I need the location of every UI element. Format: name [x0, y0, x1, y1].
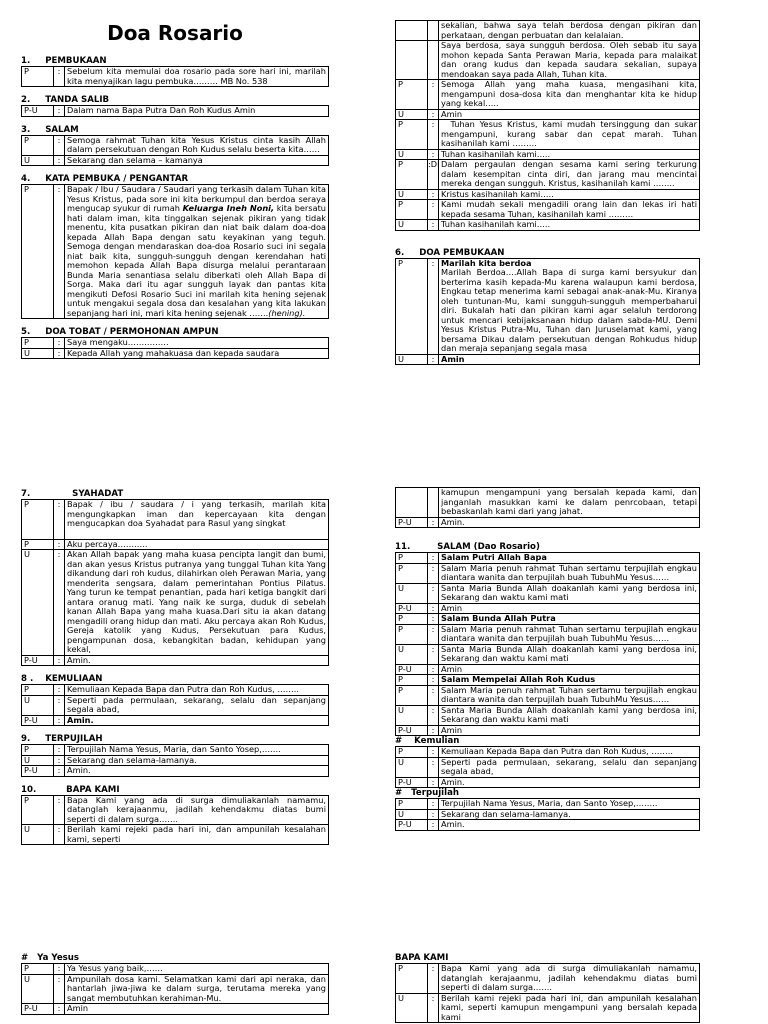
- table-row: U : Berilah kami rejeki pada hari ini, dan ampunilah kesalahan kami, seperti kamupun mengampuni yang bersalah kepada kami: [396, 993, 700, 1023]
- section-table-doa-pembukaan: [395, 258, 700, 366]
- section-heading-terpujilah-2: # Terpujilah: [395, 788, 459, 798]
- table-row: P : Terpujilah Nama Yesus, Maria, dan Santo Yosep,……..: [396, 799, 700, 810]
- table-row: P : Bapak / ibu / saudara / i yang terkasih, marilah kita mengungkapkan iman dan kepercayaan kita dengan mengucapkan doa Syahadat para Rasul yang singkat: [22, 500, 329, 540]
- table-row: P-U : Amin.: [396, 517, 700, 528]
- table-row: P : Salam Mempelai Allah Roh Kudus: [396, 675, 700, 686]
- table-row: U : Amin: [396, 109, 700, 120]
- table-row: P-U : Amin: [22, 1004, 329, 1015]
- table-row: P : Kami mudah sekali mengadili orang lain dan lekas iri hati kepada sesama Tuhan, kasihanilah kami ………: [396, 200, 700, 220]
- table-row: P : Salam Maria penuh rahmat Tuhan sertamu terpujilah engkau diantara wanita dan terpujilah buah TubuhMu Yesus……: [396, 624, 700, 644]
- section-heading-tanda-salib: 2. TANDA SALIB: [21, 95, 110, 105]
- section-heading-doa-tobat: 5. DOA TOBAT / PERMOHONAN AMPUN: [21, 327, 219, 337]
- table-row: P-U : Amin.: [22, 715, 329, 726]
- section-heading-kemuliaan: 8 . KEMULIAAN: [21, 674, 103, 684]
- table-row: U : Akan Allah bapak yang maha kuasa pencipta langit dan bumi, dan akan yesus Kristus putranya yang tunggal Tuhan kita Yang dikandung dari roh kudus, dilahirkan oleh Perawan Maria, yang menderita sengsara, dalam pemerintahan Pontius Pilatus. Yang turun ke tempat penantian, pada hari ketiga bangkit dari antara oranug mati. Yang naik ke surga, duduk di sebelah kanan Allah Bapa yang maha kuasa.Dari situ ia akan datang mengadili orang hidup dan mati. Aku percaya akan Roh Kudus, Gereja katolik yang Kudus, Persekutuan para Kudus, pengampunan dosa, kebangkitan badan, kehidupan yang kekal,: [22, 550, 329, 656]
- prayer-title: Marilah kita berdoa: [441, 257, 532, 268]
- table-row: U : Santa Maria Bunda Allah doakanlah kami yang berdosa ini, Sekarang dan waktu kami mati: [396, 644, 700, 664]
- table-row: P : Salam Bunda Allah Putra: [396, 614, 700, 625]
- document-title: Doa Rosario: [107, 21, 243, 45]
- section-table-doa-tobat-continued: [395, 20, 700, 231]
- table-row: P : Saya mengaku……………: [22, 338, 329, 349]
- prayer-text: Marilah Berdoa….Allah Bapa di surga kami bersyukur dan berterima kasih kepada-Mu karena walaupun kami berdosa, Engkau tetap menerima kami sebagai anak-anak-Mu. Kiranya oleh tuntunan-Mu, kami sungguh-sungguh memperbaharui diri. Bukalah hati dan pikiran kami agar selaluh terdorong untuk mencari kebijaksanaan hidup dalam sabda-MU. Demi Yesus Kristus Putra-Mu, Tuhan dan Juruselamat kami, yang bersama Dikau dalam persekutuan dengan Rohkudus hidup dan meraja sepanjang segala masa: [441, 267, 697, 353]
- section-table-bapa-kami: [21, 795, 329, 846]
- table-row: U : Santa Maria Bunda Allah doakanlah kami yang berdosa ini, Sekarang dan waktu kami mati: [396, 705, 700, 725]
- section-table-ya-yesus: [21, 963, 329, 1015]
- table-row: U : Tuhan kasihanilah kami…..: [396, 149, 700, 160]
- section-heading-kemulian: # Kemulian: [395, 736, 460, 746]
- section-heading-syahadat: 7. SYAHADAT: [21, 489, 124, 499]
- table-row: P : Bapak / Ibu / Saudara / Saudari yang terkasih dalam Tuhan kita Yesus Kristus, pada sore ini kita berkumpul dan berdoa seraya mengucap syukur di rumah Keluarga Ineh Noni, kita bersatu hati dalam iman, kita tinggalkan sejenak pikiran yang tidak menentu, kita pusatkan pikiran dan niat baik dalam doa-doa kepada Allah Bapa dengan satu keyakinan yang teguh. Semoga dengan mendaraskan doa-doa Rosario suci ini segala niat baik kita, sungguh-sungguh dengan kerendahan hati memohon kepada Allah Bapa disurga melalui perantaraan Bunda Maria senantiasa selalu diberkati oleh Allah Bapa di Sorga. Maka dari itu agar sungguh layak dan pantas kita mengikuti Defosi Rosario Suci ini marilah kita hening sejenak untuk mengakui segala dosa dan kesalahan yang kita lakukan sepanjang hari ini, mari kita hening sejenak …….(hening).: [22, 185, 329, 319]
- table-row: P : Bapa Kami yang ada di surga dimuliakanlah namamu, datanglah kerajaanmu, jadilah kehendakmu diatas bumi seperti di dalam surga…….: [396, 964, 700, 994]
- table-row: P : Tuhan Yesus Kristus, kami mudah tersinggung dan sukar mengampuni, kurang sabar dan cepat marah. Tuhan kasihanilah kami ………: [396, 120, 700, 150]
- table-row: U : Berilah kami rejeki pada hari ini, dan ampunilah kesalahan kami, seperti: [22, 825, 329, 845]
- section-heading-salam-rosario: 11. SALAM (Dao Rosario): [395, 542, 540, 552]
- section-table-syahadat: [21, 499, 329, 666]
- section-table-doa-tobat: [21, 337, 329, 359]
- section-table-bapa-kami-2: [395, 963, 700, 1023]
- table-row: U : Ampunilah dosa kami. Selamatkan kami dari api neraka, dan hantarlah jiwa-jiwa ke dalam surga, terutama mereka yang sangat membutuhkan kerahiman-Mu.: [22, 974, 329, 1004]
- section-heading-terpujilah: 9. TERPUJILAH: [21, 734, 103, 744]
- table-row: P : Ya Yesus yang baik,……: [22, 964, 329, 975]
- page3-left-column: [21, 953, 329, 1015]
- table-row: P : Semoga rahmat Tuhan kita Yesus Kristus cinta kasih Allah dalam persekutuan dengan Roh Kudus selalu beserta kita……: [22, 135, 329, 155]
- table-row: P-U : Dalam nama Bapa Putra Dan Roh Kudus Amin: [22, 106, 329, 117]
- table-row: P-U : Amin.: [396, 820, 700, 831]
- table-row: P : Salam Maria penuh rahmat Tuhan sertamu terpujilah engkau diantara wanita dan terpujilah buah TubuhMu Yesus……: [396, 685, 700, 705]
- section-heading-salam: 3. SALAM: [21, 124, 79, 135]
- table-row: P-U : Amin: [396, 664, 700, 675]
- section-heading-pembukaan: 1. PEMBUKAAN: [21, 56, 107, 66]
- page3-right-column: [395, 953, 700, 1023]
- table-row: P : Salam Maria penuh rahmat Tuhan sertamu terpujilah engkau diantara wanita dan terpujilah buah TubuhMu Yesus……: [396, 563, 700, 583]
- page2-left-column: [21, 489, 329, 845]
- table-row: P :Di Dalam pergaulan dengan sesama kami sering terkurung dalam kesempitan cinta diri, dan jarang mau mencintai mereka dengan sungguh. Kristus, kasihanilah kami ……..: [396, 160, 700, 190]
- section-table-kata-pembuka: [21, 184, 329, 319]
- section-heading-ya-yesus: # Ya Yesus: [21, 953, 80, 963]
- page1-left-column: [21, 20, 329, 359]
- section-table-terpujilah-2: [395, 798, 700, 831]
- table-row: sekalian, bahwa saya telah berdosa dengan pikiran dan perkataan, dengan perbuatan dan kelalaian.: [396, 21, 700, 41]
- section-table-kemuliaan: [21, 684, 329, 726]
- table-row: U : Kepada Allah yang mahakuasa dan kepada saudara: [22, 348, 329, 359]
- section-table-salam: [21, 135, 329, 167]
- table-row: P-U : Amin.: [22, 766, 329, 777]
- section-table-kemulian: [395, 746, 700, 788]
- table-row: kamupun mengampuni yang bersalah kepada kami, dan janganlah masukkan kami ke dalam penrcobaan, tetapi bebaskanlah kami dari yang jahat.: [396, 488, 700, 518]
- table-row: U : Sekarang dan selama-lamanya.: [22, 755, 329, 766]
- table-row: P : Semoga Allah yang maha kuasa, mengasihani kita, mengampuni dosa-dosa kita dan menghantar kita ke hidup yang kekal…..: [396, 80, 700, 110]
- table-row: U : Seperti pada permulaan, sekarang, selalu dan sepanjang segala abad,: [22, 695, 329, 715]
- section-heading-bapa-kami-2: BAPA KAMI: [395, 953, 449, 963]
- table-row: P-U : Amin: [396, 725, 700, 736]
- section-table-bapa-kami-continued: [395, 487, 700, 528]
- section-heading-kata-pembuka: 4. KATA PEMBUKA / PENGANTAR: [21, 174, 189, 184]
- table-row: P-U : Amin.: [22, 655, 329, 666]
- section-table-tanda-salib: [21, 105, 329, 117]
- table-row: P : Terpujilah Nama Yesus, Maria, dan Santo Yosep,…….: [22, 745, 329, 756]
- table-row: P : Bapa Kami yang ada di surga dimuliakanlah namamu, datanglah kerajaanmu, jadilah kehendakmu diatas bumi seperti di dalam surga…….: [22, 795, 329, 825]
- table-row: U : Seperti pada permulaan, sekarang, selalu dan sepanjang segala abad,: [396, 757, 700, 777]
- section-table-salam-rosario: [395, 552, 700, 736]
- table-row: U : Kristus kasihanilah kami…..: [396, 189, 700, 200]
- page1-right-column: [395, 20, 700, 365]
- table-row: U : Sekarang dan selama-lamanya.: [396, 809, 700, 820]
- section-table-terpujilah: [21, 744, 329, 777]
- table-row: P : Sebelum kita memulai doa rosario pada sore hari ini, marilah kita menyajikan lagu pembuka……… MB No. 538: [22, 67, 329, 87]
- page2-right-column: [395, 487, 700, 831]
- table-row: Saya berdosa, saya sungguh berdosa. Oleh sebab itu saya mohon kepada Santa Perawan Maria, kepada para malaikat dan orang kudus dan kepada saudara sekalian, supaya mendoakan saya pada Allah, Tuhan kita.: [396, 41, 700, 80]
- table-row: P : Kemuliaan Kepada Bapa dan Putra dan Roh Kudus, ……..: [22, 685, 329, 696]
- table-row: U : Amin: [396, 354, 700, 365]
- table-row: P : Aku percaya………..: [22, 539, 329, 550]
- section-table-pembukaan: [21, 66, 329, 87]
- section-heading-bapa-kami: 10. BAPA KAMI: [21, 784, 120, 795]
- table-row: U : Santa Maria Bunda Allah doakanlah kami yang berdosa ini, Sekarang dan waktu kami mati: [396, 583, 700, 603]
- table-row: P : Marilah kita berdoa Marilah Berdoa….Allah Bapa di surga kami bersyukur dan berterima kasih kepada-Mu karena walaupun kami berdosa, Engkau tetap menerima kami sebagai anak-anak-Mu. Kiranya oleh tuntunan-Mu, kami sungguh-sungguh memperbaharui diri. Bukalah hati dan pikiran kami agar selaluh terdorong untuk mencari kebijaksanaan hidup dalam sabda-MU. Demi Yesus Kristus Putra-Mu, Tuhan dan Juruselamat kami, yang bersama Dikau dalam persekutuan dengan Rohkudus hidup dan meraja sepanjang segala masa: [396, 258, 700, 354]
- table-row: U : Tuhan kasihanilah kami…..: [396, 220, 700, 231]
- table-row: P : Kemuliaan Kepada Bapa dan Putra dan Roh Kudus, ……..: [396, 747, 700, 758]
- family-name: Keluarga Ineh Noni,: [182, 203, 275, 213]
- table-row: P : Salam Putri Allah Bapa: [396, 553, 700, 564]
- table-row: P-U : Amin: [396, 603, 700, 614]
- table-row: U : Sekarang dan selama – kamanya: [22, 155, 329, 166]
- table-row: P-U : Amin.: [396, 777, 700, 788]
- section-heading-doa-pembukaan: 6. DOA PEMBUKAAN: [395, 247, 505, 258]
